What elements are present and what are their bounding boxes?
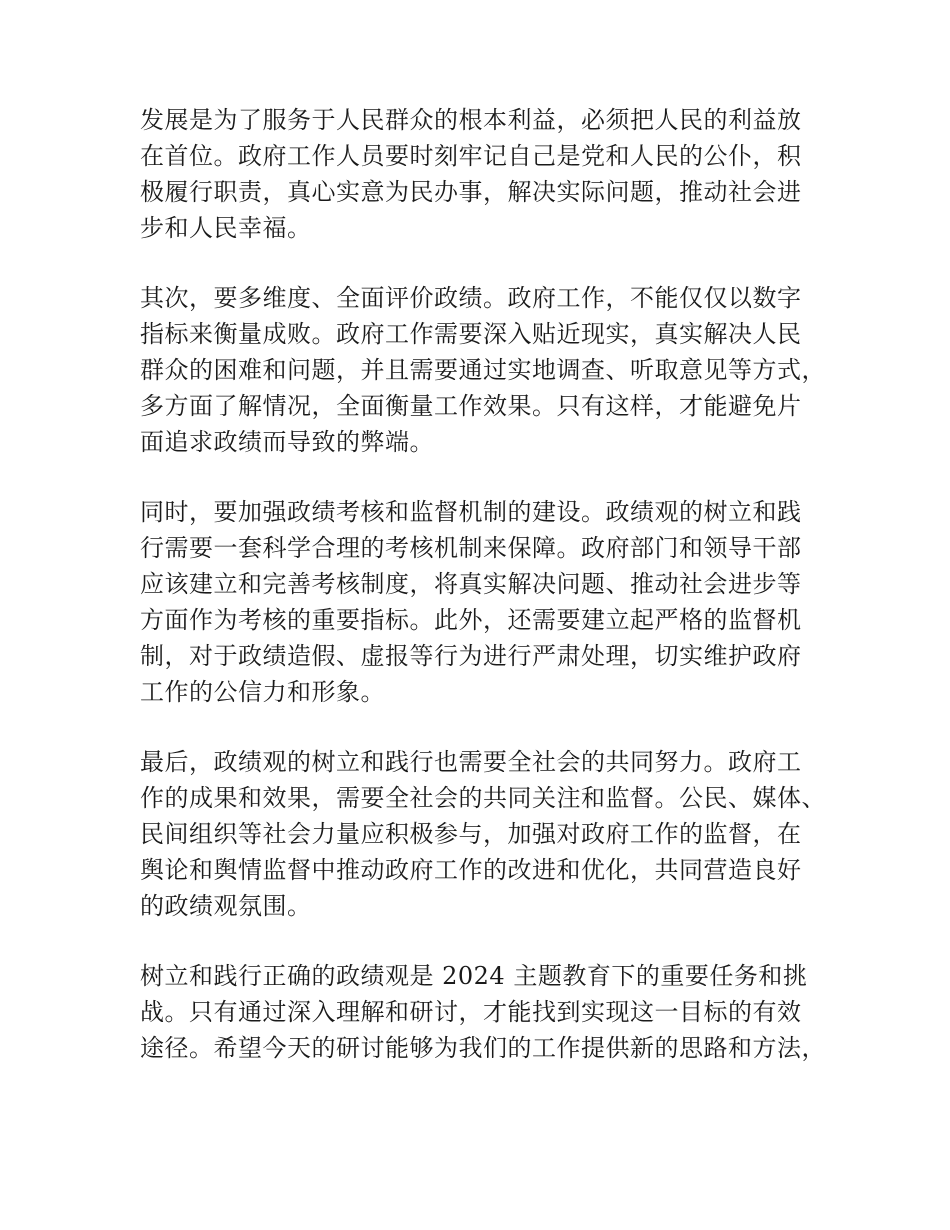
text-line: 发展是为了服务于人民群众的根本利益，必须把人民的利益放 [140, 106, 802, 134]
text-line: 面追求政绩而导致的弊端。 [140, 428, 434, 456]
text-line: 制，对于政绩造假、虚报等行为进行严肃处理，切实维护政府 [140, 642, 802, 670]
text-line: 民间组织等社会力量应积极参与，加强对政府工作的监督，在 [140, 820, 802, 848]
text-line: 其次，要多维度、全面评价政绩。政府工作，不能仅仅以数字 [140, 284, 802, 312]
text-line: 最后，政绩观的树立和践行也需要全社会的共同努力。政府工 [140, 748, 802, 776]
text-line: 多方面了解情况，全面衡量工作效果。只有这样，才能避免片 [140, 392, 802, 420]
text-line: 作的成果和效果，需要全社会的共同关注和监督。公民、媒体、 [140, 784, 826, 812]
paragraph-3 [140, 494, 820, 710]
text-line: 极履行职责，真心实意为民办事，解决实际问题，推动社会进 [140, 178, 802, 206]
text-line: 应该建立和完善考核制度，将真实解决问题、推动社会进步等 [140, 570, 802, 598]
paragraph-4 [140, 744, 826, 924]
text-line: 在首位。政府工作人员要时刻牢记自己是党和人民的公仆，积 [140, 142, 802, 170]
text-line: 的政绩观氛围。 [140, 892, 312, 920]
paragraph-2 [140, 280, 826, 460]
text-line: 树立和践行正确的政绩观是 2024 主题教育下的重要任务和挑 [140, 962, 808, 990]
text-line: 战。只有通过深入理解和研讨，才能找到实现这一目标的有效 [140, 998, 802, 1026]
document-body [140, 102, 826, 1100]
text-line: 途径。希望今天的研讨能够为我们的工作提供新的思路和方法， [140, 1034, 826, 1062]
paragraph-5 [140, 958, 826, 1066]
paragraph-1 [140, 102, 820, 246]
text-line: 舆论和舆情监督中推动政府工作的改进和优化，共同营造良好 [140, 856, 802, 884]
text-line: 工作的公信力和形象。 [140, 678, 385, 706]
text-line: 群众的困难和问题，并且需要通过实地调查、听取意见等方式， [140, 356, 826, 384]
text-line: 方面作为考核的重要指标。此外，还需要建立起严格的监督机 [140, 606, 802, 634]
text-line: 指标来衡量成败。政府工作需要深入贴近现实，真实解决人民 [140, 320, 802, 348]
text-line: 步和人民幸福。 [140, 214, 312, 242]
text-line: 行需要一套科学合理的考核机制来保障。政府部门和领导干部 [140, 534, 802, 562]
text-line: 同时，要加强政绩考核和监督机制的建设。政绩观的树立和践 [140, 498, 802, 526]
